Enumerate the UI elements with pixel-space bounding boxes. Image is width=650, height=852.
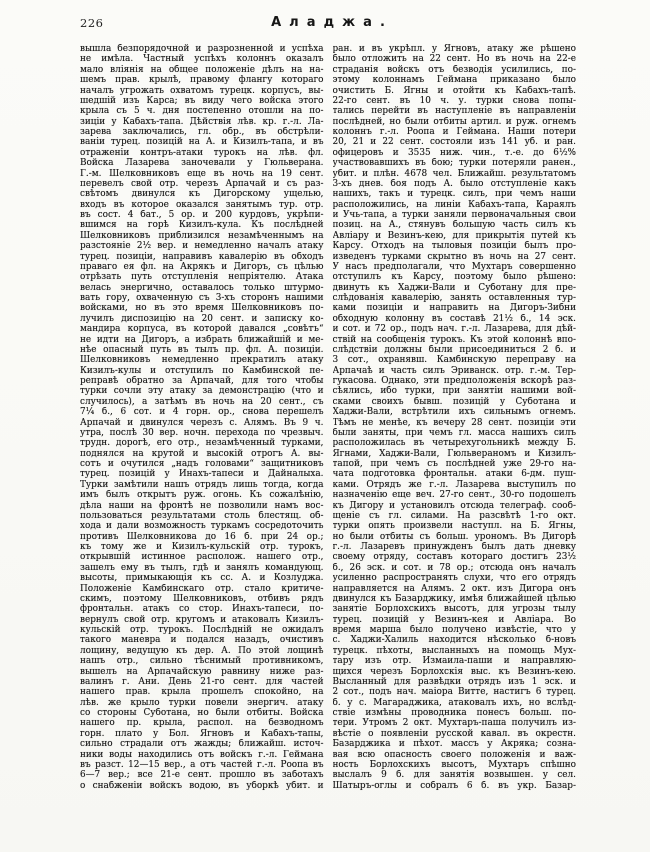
text-line: 6—7 вер.; все 21-е сент. прошло въ заботахъ bbox=[80, 770, 324, 781]
text-line: дѣла наши на фронтѣ не позволили намъ вос- bbox=[80, 500, 324, 511]
text-line: ками. Отрядъ же г.-л. Лазарева выступилъ по bbox=[332, 479, 576, 490]
text-line: утра, послѣ 30 вер. ночн. перехода по чрезвыч. bbox=[80, 427, 324, 438]
text-line: тапой, при чемъ съ послѣдней уже 29-го на- bbox=[332, 459, 576, 469]
text-line: свѣтомъ двинулся къ Дигорскому ущелью, bbox=[80, 189, 324, 200]
text-line: двинуть къ Хаджи-Вали и Суботану для пре- bbox=[332, 282, 576, 293]
text-line: открывшій истинное располож. нашего отр., bbox=[80, 552, 324, 563]
text-line: нашихъ, такъ и турецк. силъ, при чемъ наши bbox=[332, 189, 576, 200]
text-line: колоннъ г.-л. Роопа и Геймана. Наши потери bbox=[332, 127, 576, 137]
text-line: зиціи у Кабахъ-тапа. Дѣйствія лѣв. кр. г.-л. Ла- bbox=[80, 116, 324, 127]
text-line: къ тому же и Кизилъ-кульскій отр. турокъ, bbox=[80, 542, 324, 552]
text-line: въ сост. 4 бат., 5 ор. и 200 курдовъ, укрѣпи- bbox=[80, 210, 324, 220]
text-line: сками своихъ бывш. позицій у Суботана и bbox=[332, 396, 576, 407]
text-line: трудн. дорогѣ, его отр., незамѣченный турками, bbox=[80, 438, 324, 449]
text-line: участвовавшихъ въ бою; турки потеряли ранен., bbox=[332, 158, 576, 169]
text-line: расположились, на линіи Кабахъ-тапа, Караялъ bbox=[332, 199, 576, 210]
text-line: зарева заключались, гл. обр., въ обстрѣли- bbox=[80, 127, 324, 137]
text-line: сильно страдали отъ жажды; ближайш. источ- bbox=[80, 739, 324, 750]
text-line: о снабженіи войскъ водою, въ уборкѣ убит. и bbox=[80, 780, 324, 791]
text-line: тери. Утромъ 2 окт. Мухтаръ-паша получилъ из- bbox=[332, 718, 576, 729]
text-body bbox=[80, 44, 576, 791]
text-line: входъ въ которое оказался занятымъ тур. отр. bbox=[80, 199, 324, 210]
text-line: фронтальн. атакъ со стор. Инахъ-тапеси, по- bbox=[80, 604, 324, 615]
text-line: вать гору, охваченную съ 3-хъ сторонъ нашими bbox=[80, 293, 324, 303]
text-line: слѣдованія кавалерію, занять оставленныя тур- bbox=[332, 293, 576, 303]
text-line: послѣдней, но были отбиты артил. и руж. огнемъ bbox=[332, 116, 576, 127]
text-line: крыла съ 5 ч. дня постепенно отошли на по- bbox=[80, 106, 324, 117]
text-line: позиц. на А., стянувъ большую часть силъ къ bbox=[332, 220, 576, 231]
text-line: 3 сот., охранявш. Камбинскую переправу на bbox=[332, 355, 576, 366]
text-line: велась энергично, оставалось только штурмо- bbox=[80, 282, 324, 293]
text-line: б., 26 эск. и сот. и 78 ор.; отсюда онъ началъ bbox=[332, 562, 576, 573]
text-line: выслалъ 9 б. для занятія возвышен. у сел. bbox=[332, 770, 576, 781]
text-line: лѣв. же крыло турки повели энергич. атаку bbox=[80, 697, 324, 708]
text-line: Арпачаѣ и часть силъ Эриванск. отр. г.-м. Тер- bbox=[332, 365, 576, 376]
text-line: изведенъ турками скрытно въ ночь на 27 сент. bbox=[332, 251, 576, 262]
text-line: пользоваться результатами столь блестящ. об- bbox=[80, 510, 324, 521]
text-line: ваніи турец. позицій на А. и Кизилъ-тапа, и въ bbox=[80, 137, 324, 148]
text-line: занятіе Борлохскихъ высотъ, для угрозы тылу bbox=[332, 604, 576, 615]
text-line: вышла безпорядочной и разрозненной и успѣха bbox=[80, 44, 324, 54]
text-line: с. Хаджи-Халиль находится нѣсколько б-новъ bbox=[332, 635, 576, 646]
text-line: У насъ предполагали, что Мухтаръ совершенно bbox=[332, 261, 576, 272]
text-line: своему отряду, составъ котораго достигъ 23½ bbox=[332, 552, 576, 563]
text-line: обходную колонну въ составѣ 21½ б., 14 эск. bbox=[332, 313, 576, 324]
text-line: турецк. пѣхоты, высланныхъ на помощь Мух- bbox=[332, 645, 576, 656]
text-line: турки опять произвели наступл. на Б. Ягны, bbox=[332, 521, 576, 532]
text-line: было отложить на 22 сент. Но въ ночь на 22-е bbox=[332, 54, 576, 65]
text-line: не имѣла. Частный успѣхъ колоннъ оказалъ bbox=[80, 54, 324, 65]
text-line: случилось), а затѣмъ въ ночь на 20 сент., съ bbox=[80, 396, 324, 407]
text-line: Войска Лазарева заночевали у Гюльверана. bbox=[80, 158, 324, 169]
text-line: кульскій отр. турокъ. Послѣдній не ожидалъ bbox=[80, 625, 324, 635]
text-line: валинъ г. Ани. День 21-го сент. для частей bbox=[80, 676, 324, 687]
text-line: поднялся на крутой и высокій отрогъ А. вы- bbox=[80, 448, 324, 459]
text-line: 22-го сент. въ 10 ч. у. турки снова попы- bbox=[332, 95, 576, 106]
text-line: Турки замѣтили нашъ отрядъ лишь тогда, когда bbox=[80, 479, 324, 490]
text-line: щеніе съ гл. силами. На разсвѣтѣ 1-го окт. bbox=[332, 510, 576, 521]
text-column-right bbox=[333, 44, 577, 791]
text-line: тару изъ отр. Измаила-паши и направляю- bbox=[332, 656, 576, 667]
text-line: Арпачай и двинулся черезъ с. Алямъ. Въ 9 ч. bbox=[80, 417, 324, 428]
text-line: вшимся на горѣ Кизилъ-кула. Къ послѣдней bbox=[80, 220, 324, 231]
text-line: гукасова. Однако, эти предположенія вскорѣ раз- bbox=[332, 376, 576, 386]
text-line: отрѣзать путь отступленія непріятелю. Атака bbox=[80, 272, 324, 283]
text-line: турец. позицій у Везинъ-кея и Авліара. Во bbox=[332, 614, 576, 625]
text-line: турец. позиціи, направивъ кавалерію въ обходъ bbox=[80, 251, 324, 262]
text-line: тались перейти въ наступленіе въ направленіи bbox=[332, 106, 576, 117]
text-line: Ягнами, Хаджи-Вали, Гюльвераномъ и Кизилъ- bbox=[332, 448, 576, 459]
text-line: Шелковниковъ немедленно прекратилъ атаку bbox=[80, 355, 324, 366]
text-line: ность Борлохскихъ высотъ, Мухтаръ спѣшно bbox=[332, 759, 576, 770]
text-line: ран. и въ укрѣпл. у Ягновъ, атаку же рѣшено bbox=[332, 44, 576, 54]
text-line: усиленно распространять слухи, что его отрядъ bbox=[332, 573, 576, 584]
text-line: ками позиціи и направить на Дигоръ-Зибни bbox=[332, 303, 576, 314]
text-line: шемъ прав. крылѣ, правому флангу котораго bbox=[80, 75, 324, 86]
text-column-left bbox=[80, 44, 324, 791]
text-line: расположилась въ четырехугольникѣ между Б. bbox=[332, 438, 576, 449]
text-line: нашего пр. крыла, распол. на безводномъ bbox=[80, 718, 324, 729]
text-line: двинулся къ Базарджику, имѣя ближайшей цѣлью bbox=[332, 593, 576, 604]
text-line: направляется на Алямъ. 2 окт. изъ Дигора онъ bbox=[332, 583, 576, 594]
text-line: нѣе опасный путь въ тылъ пр. фл. А. позиціи. bbox=[80, 344, 324, 355]
text-line: вернулъ свой отр. кругомъ и атаковалъ Кизилъ- bbox=[80, 614, 324, 625]
text-line: не идти на Дигоръ, а избрать ближайшій и ме- bbox=[80, 334, 324, 345]
text-line: Хаджи-Вали, встрѣтили ихъ сильнымъ огнемъ. bbox=[332, 407, 576, 418]
text-line: нашъ отр., сильно тѣснимый противникомъ, bbox=[80, 656, 324, 667]
text-line: турец. позицій у Инахъ-тапеси и Дайналыха. bbox=[80, 469, 324, 480]
text-line: страданія войскъ отъ безводія усилились, по- bbox=[332, 64, 576, 75]
text-line: перевелъ свой отр. черезъ Арпачай и съ раз- bbox=[80, 178, 324, 189]
text-line: со стороны Суботана, но были отбиты. Войска bbox=[80, 708, 324, 718]
text-line: ники воды находились отъ войскъ г.-л. Геймана bbox=[80, 749, 324, 760]
text-line: отраженіи контръ-атаки турокъ на лѣв. фл. bbox=[80, 147, 324, 158]
text-line: праваго ея фл. на Акрякъ и Дигоръ, съ цѣлью bbox=[80, 261, 324, 272]
text-line: Шелковниковъ приблизился незамѣченнымъ на bbox=[80, 230, 324, 241]
text-line: чата подготовка фронтальн. атаки 6-дм. пуш- bbox=[332, 469, 576, 480]
text-line: скимъ, поэтому Шелковниковъ, отбивъ рядъ bbox=[80, 593, 324, 604]
text-line: Г.-м. Шелковниковъ еще въ ночь на 19 сент. bbox=[80, 168, 324, 179]
text-line: вышелъ на Арпачайскую равнину ниже раз- bbox=[80, 666, 324, 677]
text-line: нашего прав. крыла прошелъ спокойно, на bbox=[80, 687, 324, 698]
text-line: ствій на сообщенія турокъ. Къ этой колоннѣ впо- bbox=[332, 334, 576, 345]
text-line: время марша было получено извѣстіе, что у bbox=[332, 625, 576, 635]
text-line: г.-л. Лазаревъ принужденъ былъ дать дневку bbox=[332, 542, 576, 552]
text-line: зашелъ ему въ тылъ, гдѣ и занялъ командующ. bbox=[80, 562, 324, 573]
text-line: сотъ и очутился „надъ головами“ защитниковъ bbox=[80, 459, 324, 469]
text-line: разстояніе 2½ вер. и немедленно началъ атаку bbox=[80, 241, 324, 252]
text-line: ствіе измѣны проводника понесъ больш. по- bbox=[332, 708, 576, 718]
text-line: къ Дигору и установилъ отсюда телеграф. сооб- bbox=[332, 500, 576, 511]
page-header bbox=[80, 12, 576, 36]
text-line: 7¼ б., 6 сот. и 4 горн. ор., снова перешелъ bbox=[80, 407, 324, 418]
text-line: турки сочли эту атаку за демонстрацію (что и bbox=[80, 386, 324, 397]
text-line: Базарджика и пѣхот. массъ у Акряка; созна- bbox=[332, 739, 576, 750]
text-line: сѣялись, ибо турки, при занятіи нашими вой- bbox=[332, 386, 576, 397]
text-line: шедшій изъ Карса; въ виду чего войска этого bbox=[80, 95, 324, 106]
text-line: реправѣ обратно за Арпачай, для того чтобы bbox=[80, 376, 324, 386]
page-number: 226 bbox=[80, 16, 104, 30]
text-line: Кизилъ-кулы и отступилъ по Камбинской пе- bbox=[80, 365, 324, 376]
text-line: этому колоннамъ Геймана приказано было bbox=[332, 75, 576, 86]
text-line: но были отбиты съ больш. урономъ. Въ Дигорѣ bbox=[332, 531, 576, 542]
text-line: Тѣмъ не менѣе, къ вечеру 28 сент. позиціи эти bbox=[332, 417, 576, 428]
text-line: убит. и плѣн. 4678 чел. Ближайш. результатомъ bbox=[332, 168, 576, 179]
text-line: такого маневра и подался назадъ, очистивъ bbox=[80, 635, 324, 646]
text-line: 3-хъ днев. боя подъ А. было отступленіе какъ bbox=[332, 178, 576, 189]
text-line: очистить Б. Ягны и отойти къ Кабахъ-тапѣ. bbox=[332, 85, 576, 96]
text-line: лучилъ диспозицію на 20 сент. и записку ко- bbox=[80, 313, 324, 324]
text-line: щихся черезъ Борлохскія выс. къ Везинъ-кею. bbox=[332, 666, 576, 677]
text-line: высоты, примыкающія къ сс. А. и Козлуджа. bbox=[80, 573, 324, 584]
text-line: въ разст. 12—15 вер., а отъ частей г.-л. Роопа въ bbox=[80, 759, 324, 770]
running-title: Аладжа. bbox=[271, 15, 393, 30]
text-line: Авліару и Везинъ-кею, для прикрытія путей къ bbox=[332, 230, 576, 241]
text-line: лощину, ведущую къ дер. А. По этой лощинѣ bbox=[80, 645, 324, 656]
text-line: Карсу. Отходъ на тыловыя позиціи былъ про- bbox=[332, 241, 576, 252]
text-line: вая всю опасность своего положенія и важ- bbox=[332, 749, 576, 760]
text-line: войсками, но въ это время Шелковниковъ по- bbox=[80, 303, 324, 314]
text-line: и сот. и 72 ор., подъ нач. г.-л. Лазарева, для дѣй- bbox=[332, 324, 576, 335]
text-line: б. у с. Магараджика, атаковалъ ихъ, но вслѣд- bbox=[332, 697, 576, 708]
text-line: офицеровъ и 3535 ниж. чин., т.-е. до 6½% bbox=[332, 147, 576, 158]
text-line: слѣдствіи должны были присоединиться 2 б. и bbox=[332, 344, 576, 355]
text-line: и Учь-тапа, а турки заняли первоначальныя свои bbox=[332, 210, 576, 220]
text-line: мало вліянія на общее положеніе дѣлъ на на- bbox=[80, 64, 324, 75]
text-line: назначенію еще веч. 27-го сент., 30-го подошелъ bbox=[332, 490, 576, 501]
text-line: мандира корпуса, въ которой давался „совѣтъ“ bbox=[80, 324, 324, 335]
text-line: имъ былъ открытъ руж. огонь. Къ сожалѣнію, bbox=[80, 490, 324, 501]
text-line: горн. плато у Бол. Ягновъ и Кабахъ-тапы, bbox=[80, 728, 324, 739]
text-line: хода и дали возможность туркамъ сосредоточить bbox=[80, 521, 324, 532]
text-line: отступилъ къ Карсу, поэтому было рѣшено: bbox=[332, 272, 576, 283]
text-line: 2 сот., подъ нач. маіора Витте, настигъ 6 турец. bbox=[332, 687, 576, 698]
text-line: началъ угрожать охватомъ турецк. корпусъ, вы- bbox=[80, 85, 324, 96]
text-line: Положеніе Камбинскаго отр. стало критиче- bbox=[80, 583, 324, 594]
text-line: Высланный для развѣдки отрядъ изъ 1 эск. и bbox=[332, 676, 576, 687]
text-line: противъ Шелковникова до 16 б. при 24 ор.; bbox=[80, 531, 324, 542]
text-line: были заняты, при чемъ гл. масса нашихъ силъ bbox=[332, 427, 576, 438]
text-line: 20, 21 и 22 сент. состояли изъ 141 уб. и ран. bbox=[332, 137, 576, 148]
text-line: Шатыръ-оглы и собралъ 6 б. въ укр. Базар- bbox=[332, 780, 576, 791]
text-line: вѣстіе о появленіи русской кавал. въ окрестн. bbox=[332, 728, 576, 739]
